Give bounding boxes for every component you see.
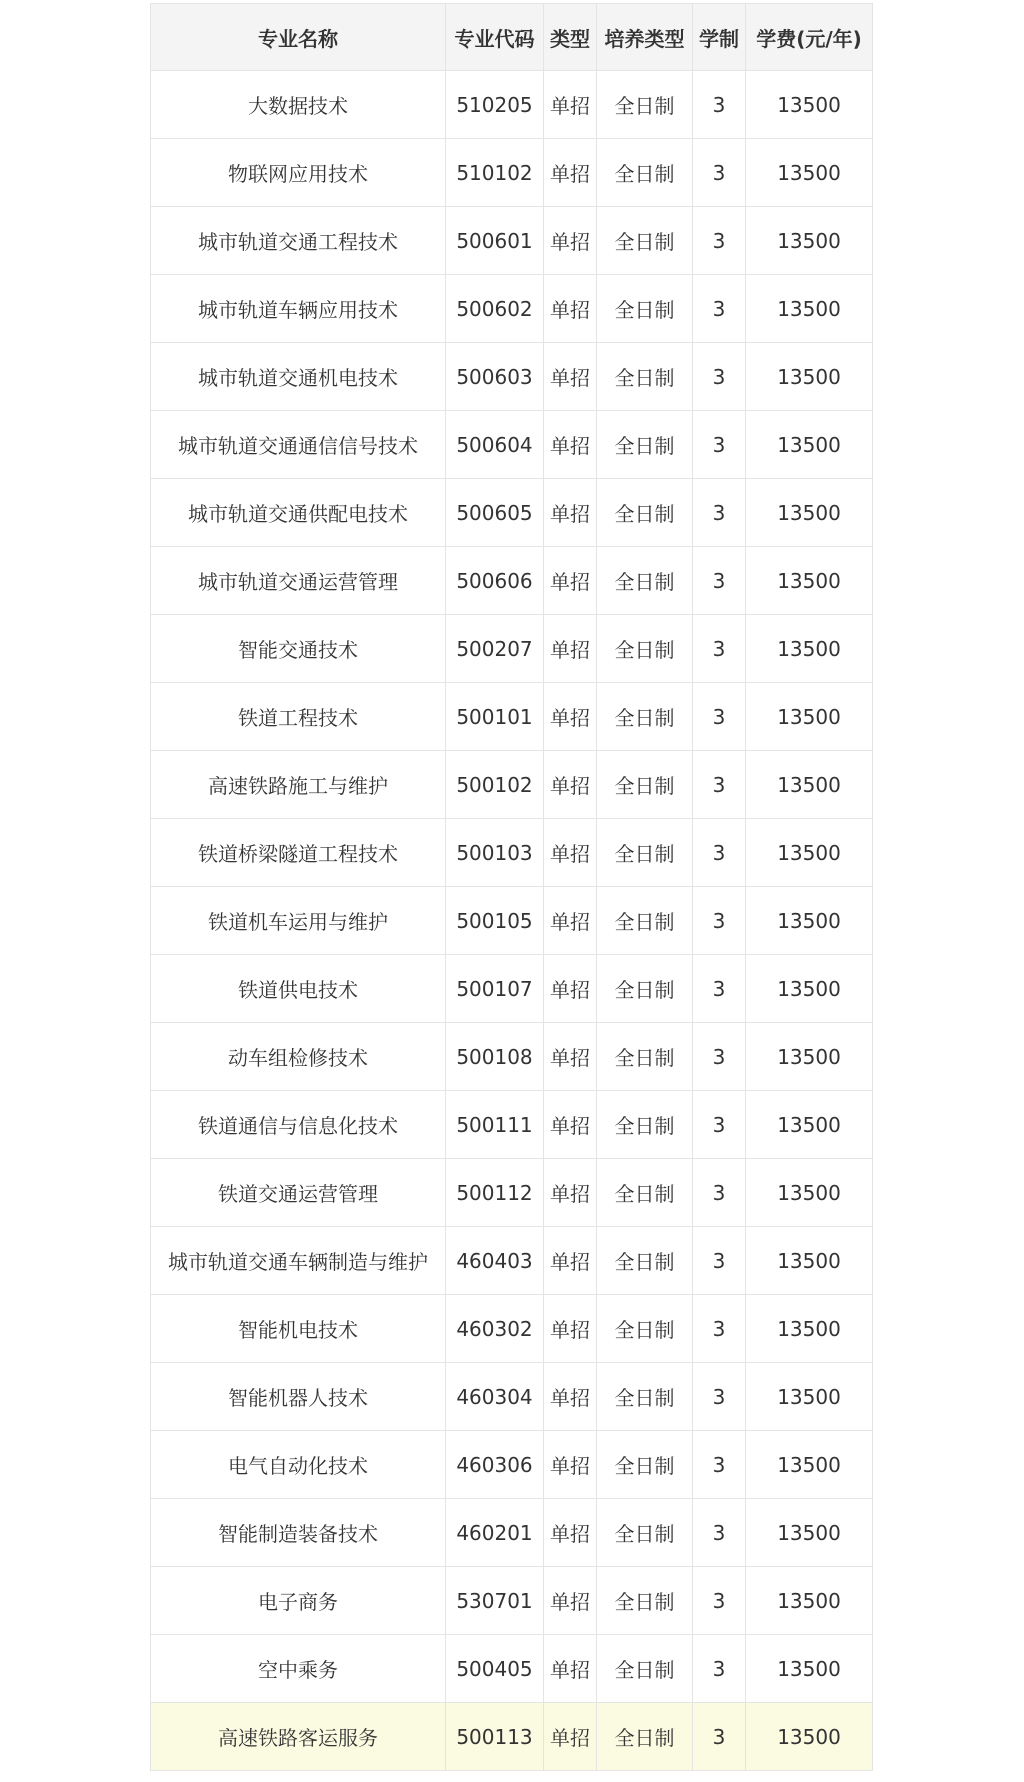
header-type: 类型 bbox=[544, 4, 597, 71]
cell-major-name: 城市轨道车辆应用技术 bbox=[151, 275, 446, 343]
cell-years: 3 bbox=[693, 1431, 746, 1499]
cell-major-code: 500605 bbox=[446, 479, 544, 547]
cell-study-mode: 全日制 bbox=[597, 343, 693, 411]
cell-tuition: 13500 bbox=[746, 207, 873, 275]
cell-major-name: 城市轨道交通通信信号技术 bbox=[151, 411, 446, 479]
cell-years: 3 bbox=[693, 71, 746, 139]
cell-major-name: 城市轨道交通运营管理 bbox=[151, 547, 446, 615]
cell-major-code: 500107 bbox=[446, 955, 544, 1023]
header-major-name: 专业名称 bbox=[151, 4, 446, 71]
cell-tuition: 13500 bbox=[746, 683, 873, 751]
cell-study-mode: 全日制 bbox=[597, 1635, 693, 1703]
header-study-mode: 培养类型 bbox=[597, 4, 693, 71]
table-row bbox=[151, 207, 873, 275]
cell-major-code: 510205 bbox=[446, 71, 544, 139]
cell-years: 3 bbox=[693, 955, 746, 1023]
cell-major-code: 500101 bbox=[446, 683, 544, 751]
table-row bbox=[151, 139, 873, 207]
cell-major-code: 460304 bbox=[446, 1363, 544, 1431]
table-row bbox=[151, 1091, 873, 1159]
cell-type: 单招 bbox=[544, 139, 597, 207]
table-body bbox=[151, 71, 873, 1771]
cell-tuition: 13500 bbox=[746, 411, 873, 479]
table-row bbox=[151, 615, 873, 683]
cell-study-mode: 全日制 bbox=[597, 1091, 693, 1159]
cell-major-name: 铁道交通运营管理 bbox=[151, 1159, 446, 1227]
table-row bbox=[151, 683, 873, 751]
cell-years: 3 bbox=[693, 1363, 746, 1431]
cell-type: 单招 bbox=[544, 1295, 597, 1363]
cell-years: 3 bbox=[693, 1295, 746, 1363]
cell-tuition: 13500 bbox=[746, 547, 873, 615]
cell-type: 单招 bbox=[544, 1227, 597, 1295]
table-row bbox=[151, 547, 873, 615]
table-row bbox=[151, 1023, 873, 1091]
cell-major-name: 铁道桥梁隧道工程技术 bbox=[151, 819, 446, 887]
cell-study-mode: 全日制 bbox=[597, 547, 693, 615]
cell-years: 3 bbox=[693, 275, 746, 343]
cell-years: 3 bbox=[693, 683, 746, 751]
header-years: 学制 bbox=[693, 4, 746, 71]
cell-tuition: 13500 bbox=[746, 1499, 873, 1567]
cell-major-name: 高速铁路施工与维护 bbox=[151, 751, 446, 819]
cell-study-mode: 全日制 bbox=[597, 683, 693, 751]
cell-major-code: 460403 bbox=[446, 1227, 544, 1295]
cell-study-mode: 全日制 bbox=[597, 207, 693, 275]
cell-tuition: 13500 bbox=[746, 343, 873, 411]
cell-major-code: 500112 bbox=[446, 1159, 544, 1227]
cell-major-name: 城市轨道交通工程技术 bbox=[151, 207, 446, 275]
cell-study-mode: 全日制 bbox=[597, 411, 693, 479]
cell-tuition: 13500 bbox=[746, 1431, 873, 1499]
cell-major-name: 铁道通信与信息化技术 bbox=[151, 1091, 446, 1159]
cell-type: 单招 bbox=[544, 683, 597, 751]
cell-type: 单招 bbox=[544, 1635, 597, 1703]
cell-tuition: 13500 bbox=[746, 887, 873, 955]
cell-type: 单招 bbox=[544, 819, 597, 887]
cell-major-name: 城市轨道交通车辆制造与维护 bbox=[151, 1227, 446, 1295]
table-row bbox=[151, 1295, 873, 1363]
cell-major-code: 500111 bbox=[446, 1091, 544, 1159]
table-row bbox=[151, 955, 873, 1023]
cell-major-code: 500601 bbox=[446, 207, 544, 275]
cell-tuition: 13500 bbox=[746, 819, 873, 887]
cell-type: 单招 bbox=[544, 479, 597, 547]
table-row bbox=[151, 751, 873, 819]
cell-type: 单招 bbox=[544, 71, 597, 139]
cell-major-code: 500105 bbox=[446, 887, 544, 955]
cell-tuition: 13500 bbox=[746, 139, 873, 207]
cell-major-code: 500405 bbox=[446, 1635, 544, 1703]
cell-study-mode: 全日制 bbox=[597, 1499, 693, 1567]
cell-tuition: 13500 bbox=[746, 615, 873, 683]
cell-study-mode: 全日制 bbox=[597, 71, 693, 139]
cell-years: 3 bbox=[693, 479, 746, 547]
cell-major-name: 铁道机车运用与维护 bbox=[151, 887, 446, 955]
cell-years: 3 bbox=[693, 819, 746, 887]
cell-study-mode: 全日制 bbox=[597, 1703, 693, 1771]
cell-type: 单招 bbox=[544, 1431, 597, 1499]
cell-tuition: 13500 bbox=[746, 1159, 873, 1227]
cell-type: 单招 bbox=[544, 547, 597, 615]
cell-study-mode: 全日制 bbox=[597, 1363, 693, 1431]
cell-major-code: 460306 bbox=[446, 1431, 544, 1499]
table-row bbox=[151, 1703, 873, 1771]
cell-major-name: 动车组检修技术 bbox=[151, 1023, 446, 1091]
cell-type: 单招 bbox=[544, 1499, 597, 1567]
cell-study-mode: 全日制 bbox=[597, 819, 693, 887]
cell-type: 单招 bbox=[544, 1567, 597, 1635]
header-tuition: 学费(元/年) bbox=[746, 4, 873, 71]
cell-study-mode: 全日制 bbox=[597, 615, 693, 683]
cell-type: 单招 bbox=[544, 207, 597, 275]
cell-study-mode: 全日制 bbox=[597, 275, 693, 343]
cell-tuition: 13500 bbox=[746, 71, 873, 139]
header-row bbox=[151, 4, 873, 71]
cell-type: 单招 bbox=[544, 1363, 597, 1431]
cell-major-code: 530701 bbox=[446, 1567, 544, 1635]
cell-tuition: 13500 bbox=[746, 1635, 873, 1703]
cell-major-code: 500602 bbox=[446, 275, 544, 343]
cell-type: 单招 bbox=[544, 955, 597, 1023]
cell-major-name: 高速铁路客运服务 bbox=[151, 1703, 446, 1771]
cell-tuition: 13500 bbox=[746, 1703, 873, 1771]
cell-type: 单招 bbox=[544, 275, 597, 343]
cell-tuition: 13500 bbox=[746, 955, 873, 1023]
cell-study-mode: 全日制 bbox=[597, 955, 693, 1023]
table-row bbox=[151, 819, 873, 887]
table-header bbox=[151, 4, 873, 71]
cell-major-code: 500207 bbox=[446, 615, 544, 683]
cell-major-code: 500603 bbox=[446, 343, 544, 411]
cell-years: 3 bbox=[693, 343, 746, 411]
cell-major-code: 500102 bbox=[446, 751, 544, 819]
table-row bbox=[151, 887, 873, 955]
cell-tuition: 13500 bbox=[746, 1023, 873, 1091]
cell-tuition: 13500 bbox=[746, 1227, 873, 1295]
cell-type: 单招 bbox=[544, 1091, 597, 1159]
cell-years: 3 bbox=[693, 411, 746, 479]
table-row bbox=[151, 1635, 873, 1703]
cell-major-name: 物联网应用技术 bbox=[151, 139, 446, 207]
cell-tuition: 13500 bbox=[746, 1363, 873, 1431]
cell-tuition: 13500 bbox=[746, 1295, 873, 1363]
cell-study-mode: 全日制 bbox=[597, 751, 693, 819]
cell-study-mode: 全日制 bbox=[597, 1023, 693, 1091]
cell-study-mode: 全日制 bbox=[597, 1431, 693, 1499]
cell-study-mode: 全日制 bbox=[597, 1295, 693, 1363]
table-row bbox=[151, 1227, 873, 1295]
cell-years: 3 bbox=[693, 1703, 746, 1771]
table-row bbox=[151, 71, 873, 139]
cell-major-name: 智能制造装备技术 bbox=[151, 1499, 446, 1567]
table-row bbox=[151, 1431, 873, 1499]
program-table-container bbox=[150, 3, 872, 1771]
cell-study-mode: 全日制 bbox=[597, 1227, 693, 1295]
cell-major-name: 城市轨道交通机电技术 bbox=[151, 343, 446, 411]
cell-major-code: 460302 bbox=[446, 1295, 544, 1363]
cell-major-code: 500103 bbox=[446, 819, 544, 887]
cell-tuition: 13500 bbox=[746, 275, 873, 343]
cell-type: 单招 bbox=[544, 751, 597, 819]
table-row bbox=[151, 479, 873, 547]
cell-years: 3 bbox=[693, 1227, 746, 1295]
cell-major-code: 500606 bbox=[446, 547, 544, 615]
cell-tuition: 13500 bbox=[746, 479, 873, 547]
cell-major-code: 510102 bbox=[446, 139, 544, 207]
cell-years: 3 bbox=[693, 1159, 746, 1227]
cell-years: 3 bbox=[693, 1091, 746, 1159]
table-row bbox=[151, 1363, 873, 1431]
cell-years: 3 bbox=[693, 1499, 746, 1567]
cell-major-name: 空中乘务 bbox=[151, 1635, 446, 1703]
program-fee-table bbox=[150, 3, 873, 1771]
cell-major-name: 智能交通技术 bbox=[151, 615, 446, 683]
cell-tuition: 13500 bbox=[746, 1091, 873, 1159]
table-row bbox=[151, 343, 873, 411]
cell-major-code: 460201 bbox=[446, 1499, 544, 1567]
cell-years: 3 bbox=[693, 139, 746, 207]
cell-major-name: 铁道供电技术 bbox=[151, 955, 446, 1023]
table-row bbox=[151, 1499, 873, 1567]
cell-major-code: 500113 bbox=[446, 1703, 544, 1771]
cell-years: 3 bbox=[693, 1567, 746, 1635]
cell-type: 单招 bbox=[544, 1023, 597, 1091]
cell-type: 单招 bbox=[544, 411, 597, 479]
cell-years: 3 bbox=[693, 887, 746, 955]
cell-years: 3 bbox=[693, 615, 746, 683]
cell-major-code: 500108 bbox=[446, 1023, 544, 1091]
cell-years: 3 bbox=[693, 547, 746, 615]
cell-type: 单招 bbox=[544, 1159, 597, 1227]
cell-type: 单招 bbox=[544, 615, 597, 683]
cell-years: 3 bbox=[693, 1635, 746, 1703]
cell-major-name: 电子商务 bbox=[151, 1567, 446, 1635]
cell-major-name: 智能机器人技术 bbox=[151, 1363, 446, 1431]
cell-major-name: 电气自动化技术 bbox=[151, 1431, 446, 1499]
cell-type: 单招 bbox=[544, 887, 597, 955]
cell-study-mode: 全日制 bbox=[597, 1159, 693, 1227]
cell-major-name: 大数据技术 bbox=[151, 71, 446, 139]
header-major-code: 专业代码 bbox=[446, 4, 544, 71]
cell-major-name: 智能机电技术 bbox=[151, 1295, 446, 1363]
cell-years: 3 bbox=[693, 1023, 746, 1091]
cell-type: 单招 bbox=[544, 1703, 597, 1771]
cell-major-name: 城市轨道交通供配电技术 bbox=[151, 479, 446, 547]
table-row bbox=[151, 275, 873, 343]
cell-tuition: 13500 bbox=[746, 751, 873, 819]
table-row bbox=[151, 411, 873, 479]
table-row bbox=[151, 1567, 873, 1635]
cell-major-code: 500604 bbox=[446, 411, 544, 479]
cell-study-mode: 全日制 bbox=[597, 887, 693, 955]
cell-years: 3 bbox=[693, 207, 746, 275]
cell-years: 3 bbox=[693, 751, 746, 819]
table-row bbox=[151, 1159, 873, 1227]
cell-study-mode: 全日制 bbox=[597, 1567, 693, 1635]
cell-study-mode: 全日制 bbox=[597, 479, 693, 547]
cell-study-mode: 全日制 bbox=[597, 139, 693, 207]
cell-major-name: 铁道工程技术 bbox=[151, 683, 446, 751]
cell-tuition: 13500 bbox=[746, 1567, 873, 1635]
cell-type: 单招 bbox=[544, 343, 597, 411]
